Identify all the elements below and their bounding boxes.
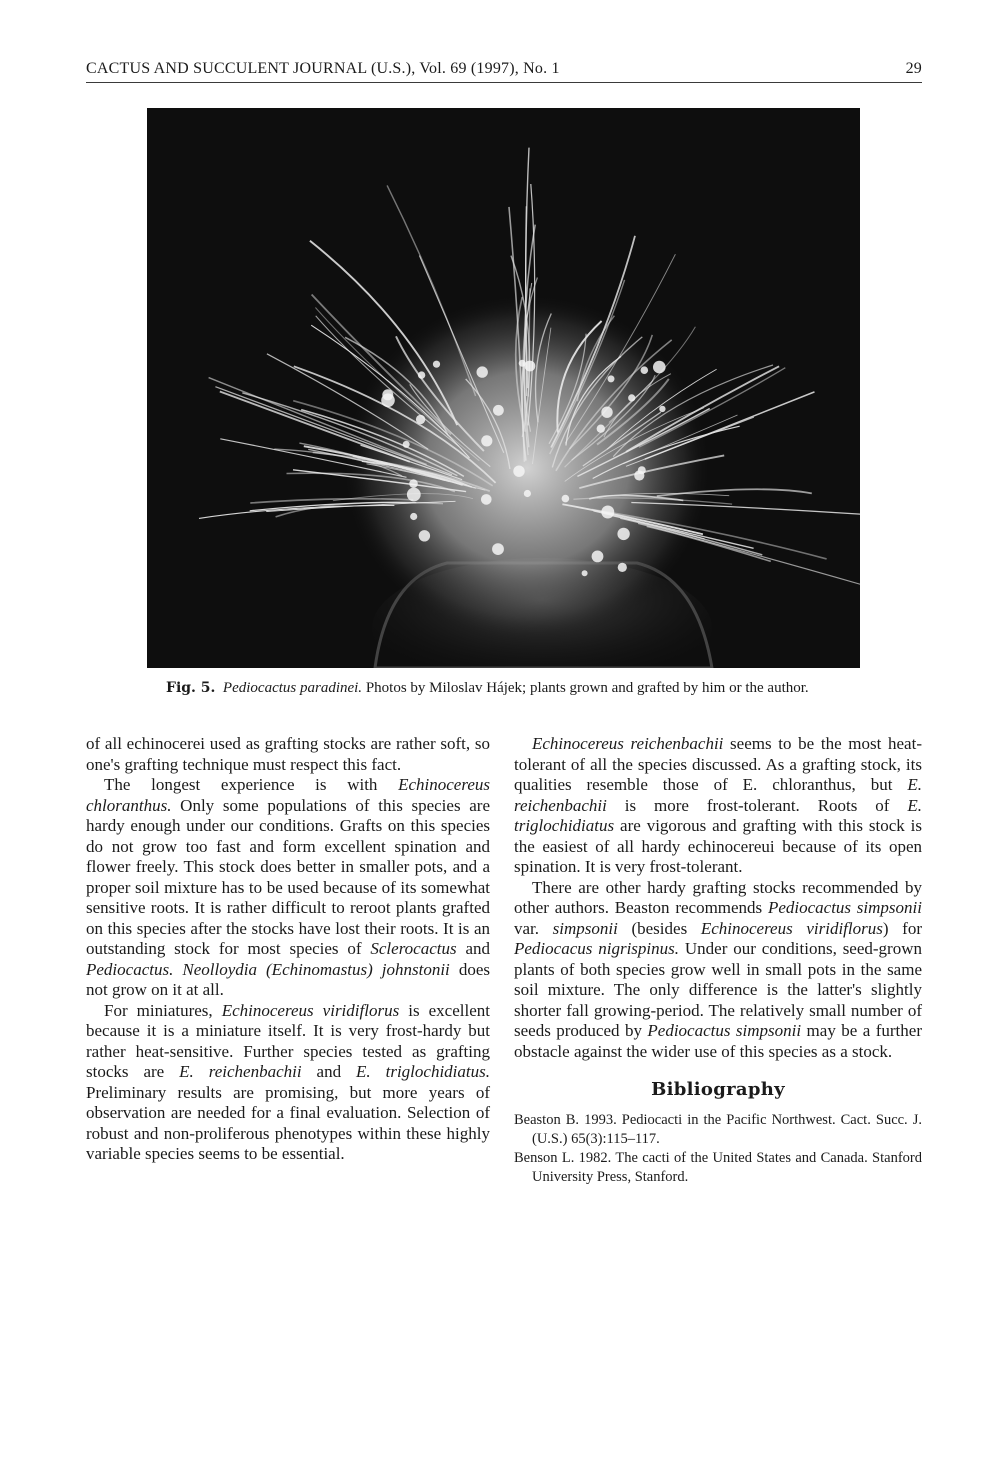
italic-taxon: Echinocereus viridiflorus — [700, 918, 883, 938]
areole — [513, 466, 524, 477]
bibliography-entry: Beaston B. 1993. Pediocacti in the Pacific Northwest. Cact. Succ. J. (U.S.) 65(3):115–117. — [514, 1111, 922, 1147]
areole — [592, 551, 604, 563]
areole — [582, 570, 588, 576]
italic-taxon: Pediocacus nigrispinus. — [514, 939, 679, 958]
italic-taxon: E. triglochidiatus. — [356, 1062, 490, 1081]
left-column — [86, 734, 490, 1165]
figure-species: Pediocactus paradinei. — [222, 680, 363, 696]
areole — [597, 425, 605, 433]
paragraph — [514, 734, 922, 878]
italic-taxon: simpsonii — [552, 918, 618, 938]
areole — [403, 441, 410, 448]
areole — [481, 435, 492, 446]
areole — [493, 405, 504, 416]
paragraph — [86, 1001, 490, 1165]
text-run: There are other hardy grafting stocks recommended by other authors. Beaston recommends — [514, 877, 922, 917]
areole — [618, 563, 627, 572]
areole — [617, 528, 629, 540]
areole — [641, 366, 649, 374]
areole — [601, 506, 614, 519]
paragraph — [514, 878, 922, 1063]
areole — [433, 361, 440, 368]
text-run: are vigorous and grafting with this stock is the easiest of all hardy echinocereui because of its open spination. It is very frost-tolerant. — [514, 816, 922, 876]
text-run: Under our conditions, seed-grown plants of both species grow well in small pots in the same soil mixture. The only difference is the latter's slightly shorter fall growing-period. The relatively small number of seeds produced by — [514, 939, 922, 1040]
text-run: does not grow on it at all. — [86, 959, 490, 999]
text-run: and — [301, 1062, 357, 1081]
right-column — [514, 734, 922, 1187]
areole — [524, 490, 531, 497]
text-run: The longest experience is with — [104, 775, 399, 794]
text-run: (besides — [617, 918, 701, 938]
areole — [659, 406, 665, 412]
figure-label: Fig. 5. — [166, 680, 216, 696]
italic-taxon: E. reichenbachii — [514, 775, 922, 815]
text-run: may be a further obstacle against the wider use of this species as a stock. — [514, 1021, 922, 1061]
text-run: seems to be the most heat-tolerant of all the species discussed. As a grafting stock, its qualities resemble those of E. chloranthus, but — [514, 734, 922, 794]
areole — [381, 394, 395, 408]
running-header — [86, 58, 922, 83]
italic-taxon: E. reichenbachii — [179, 1062, 302, 1081]
pediocactus-paradinei-photo — [147, 108, 860, 668]
cactus-photograph — [147, 108, 860, 668]
areole — [653, 361, 666, 374]
areole — [410, 513, 417, 520]
figure-credit: Photos by Miloslav Hájek; plants grown and grafted by him or the author. — [362, 680, 809, 696]
journal-title: CACTUS AND SUCCULENT JOURNAL (U.S.), Vol. 69 (1997), No. 1 — [86, 60, 560, 77]
italic-taxon: Sclerocactus — [370, 939, 457, 958]
areole — [634, 470, 644, 480]
italic-taxon: Echinocereus viridiflorus — [221, 1000, 400, 1020]
bibliography-entry: Benson L. 1982. The cacti of the United States and Canada. Stanford University Press, Stanford. — [514, 1149, 922, 1185]
areole — [477, 366, 488, 377]
areole — [481, 494, 492, 505]
italic-taxon: Echinocereus reichenbachii — [532, 734, 724, 753]
italic-taxon: Pediocactus simpsonii — [647, 1021, 802, 1040]
italic-taxon: Echinocereus chloranthus. — [86, 775, 490, 815]
areole — [407, 488, 421, 502]
areole — [601, 407, 612, 418]
text-run: Only some populations of this species are hardy enough under our conditions. Grafts on this species do not grow too fast and form excellent spination and flower freely. This stock does better in smaller pots, and a proper soil mixture has to be used because of its somewhat sensitive roots. It is rather difficult to reroot plants grafted on this species after the stocks have lost their roots. It is an outstanding stock for most species of — [86, 795, 490, 958]
italic-taxon: Pediocactus simpsonii — [767, 898, 922, 917]
areole — [418, 371, 425, 378]
areole — [416, 415, 425, 424]
italic-taxon: E. triglochidiatus — [514, 795, 922, 835]
bibliography-list — [514, 1111, 922, 1187]
paragraph — [86, 734, 490, 775]
areole — [562, 495, 570, 503]
text-run: ) for — [882, 918, 922, 938]
right-column-body — [514, 734, 922, 1062]
italic-taxon: Pediocactus. Neolloydia (Echinomastus) johnstonii — [86, 959, 450, 979]
text-run: is excellent because it is a miniature itself. It is very frost-hardy but rather heat-sensitive. Further species tested as grafting stocks are — [86, 1000, 490, 1081]
text-run: var. — [514, 918, 553, 938]
text-run: Preliminary results are promising, but more years of observation are needed for a final evaluation. Selection of robust and non-proliferous phenotypes within these highly variable species seems to be essential. — [86, 1082, 490, 1163]
page-number: 29 — [905, 60, 922, 77]
areole — [628, 394, 635, 401]
areole — [519, 360, 526, 367]
areole — [608, 375, 615, 382]
areole — [525, 361, 536, 372]
text-run: of all echinocerei used as grafting stocks are rather soft, so one's grafting technique must respect this fact. — [86, 734, 490, 774]
areole — [419, 530, 430, 541]
text-run: is more frost-tolerant. Roots of — [606, 795, 908, 815]
areole — [492, 543, 504, 555]
text-run: and — [456, 939, 490, 958]
figure-caption — [166, 680, 926, 697]
bibliography-heading: Bibliography — [651, 1079, 785, 1100]
text-run: For miniatures, — [104, 1000, 222, 1020]
areole — [409, 479, 418, 488]
paragraph — [86, 775, 490, 1001]
